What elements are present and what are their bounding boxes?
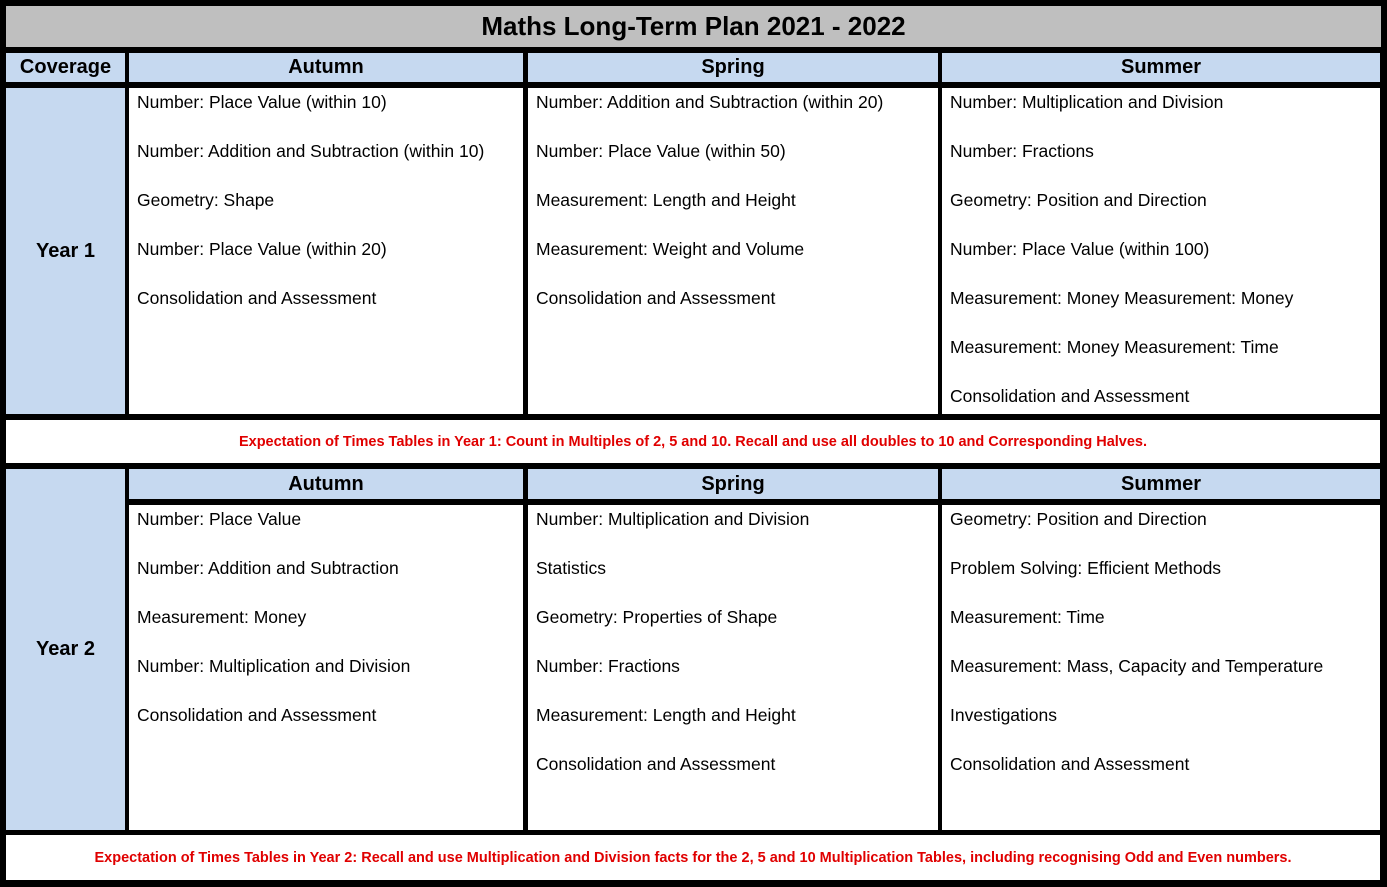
year2-expectation-note: Expectation of Times Tables in Year 2: Recall and use Multiplication and Division facts for the 2, 5 and 10 Multiplication Tables, including recognising Odd and Even numbers. — [6, 835, 1380, 880]
topic-item: Number: Multiplication and Division — [950, 92, 1224, 112]
topic-item: Measurement: Weight and Volume — [536, 239, 805, 259]
topic-item: Number: Fractions — [536, 656, 680, 676]
topic-item: Number: Addition and Subtraction (within 10) — [137, 141, 485, 161]
topic-item: Consolidation and Assessment — [950, 754, 1190, 774]
year2-summer-cell — [942, 505, 1380, 830]
topic-item: Problem Solving: Efficient Methods — [950, 558, 1222, 578]
year1-label: Year 1 — [6, 88, 125, 414]
topic-item: Number: Multiplication and Division — [536, 509, 810, 529]
year1-summer-cell — [942, 88, 1380, 414]
year2-summer-list — [950, 509, 1380, 803]
year2-autumn-list — [137, 509, 523, 754]
year1-summer-list — [950, 92, 1380, 414]
topic-item: Measurement: Time — [950, 607, 1105, 627]
year1-autumn-header: Autumn — [129, 53, 523, 82]
year1-autumn-list — [137, 92, 523, 337]
topic-item: Measurement: Money Measurement: Money — [950, 288, 1294, 308]
topic-item: Geometry: Properties of Shape — [536, 607, 778, 627]
topic-item: Number: Addition and Subtraction (within 20) — [536, 92, 884, 112]
year1-expectation-note: Expectation of Times Tables in Year 1: Count in Multiples of 2, 5 and 10. Recall and use all doubles to 10 and Corresponding Halves. — [6, 420, 1380, 463]
topic-item: Number: Fractions — [950, 141, 1094, 161]
coverage-header: Coverage — [6, 53, 125, 82]
topic-item: Number: Addition and Subtraction — [137, 558, 399, 578]
topic-item: Measurement: Length and Height — [536, 705, 796, 725]
topic-item: Geometry: Shape — [137, 190, 275, 210]
topic-item: Number: Multiplication and Division — [137, 656, 411, 676]
page-title: Maths Long-Term Plan 2021 - 2022 — [6, 6, 1381, 47]
year1-spring-cell — [528, 88, 938, 414]
topic-item: Measurement: Mass, Capacity and Temperature — [950, 656, 1324, 676]
topic-item: Investigations — [950, 705, 1058, 725]
year2-summer-header: Summer — [942, 469, 1380, 499]
topic-item: Measurement: Length and Height — [536, 190, 796, 210]
year2-label: Year 2 — [6, 469, 125, 830]
topic-item: Consolidation and Assessment — [536, 754, 776, 774]
year1-spring-list — [536, 92, 938, 337]
year2-spring-list — [536, 509, 938, 803]
year2-spring-header: Spring — [528, 469, 938, 499]
year1-autumn-cell — [129, 88, 523, 414]
topic-item: Consolidation and Assessment — [536, 288, 776, 308]
year2-autumn-cell — [129, 505, 523, 830]
topic-item: Consolidation and Assessment — [137, 705, 377, 725]
topic-item: Number: Place Value (within 50) — [536, 141, 786, 161]
year2-autumn-header: Autumn — [129, 469, 523, 499]
topic-item: Measurement: Money — [137, 607, 307, 627]
topic-item: Geometry: Position and Direction — [950, 190, 1207, 210]
topic-item: Number: Place Value (within 100) — [950, 239, 1210, 259]
topic-item: Statistics — [536, 558, 607, 578]
topic-item: Consolidation and Assessment — [137, 288, 377, 308]
topic-item: Number: Place Value (within 10) — [137, 92, 387, 112]
topic-item: Number: Place Value (within 20) — [137, 239, 387, 259]
year1-spring-header: Spring — [528, 53, 938, 82]
topic-item: Number: Place Value — [137, 509, 302, 529]
topic-item: Measurement: Money Measurement: Time — [950, 337, 1279, 357]
topic-item: Geometry: Position and Direction — [950, 509, 1207, 529]
year2-spring-cell — [528, 505, 938, 830]
year1-summer-header: Summer — [942, 53, 1380, 82]
topic-item: Consolidation and Assessment — [950, 386, 1190, 406]
